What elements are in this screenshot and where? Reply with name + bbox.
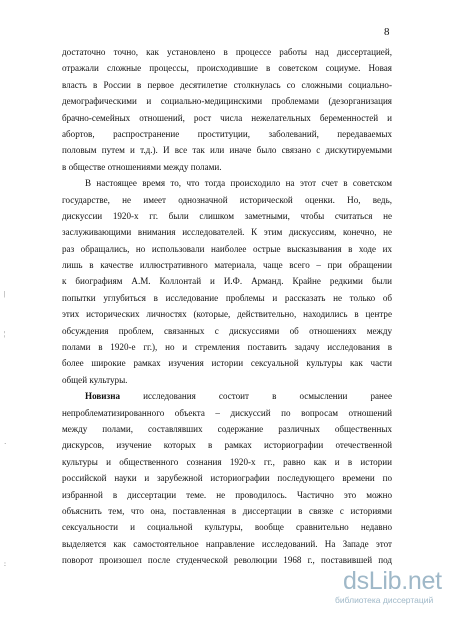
line-text: полами в 1920-е гг.), но и стремления поставить задачу исследования в <box>62 342 392 353</box>
text-line <box>62 77 392 93</box>
text-line <box>62 388 392 404</box>
text-line <box>62 44 392 60</box>
line-text: непроблематизированного объекта – дискуссий по вопросам отношений <box>62 407 392 418</box>
text-line <box>62 290 392 306</box>
line-text: российской науки и зарубежной историографии последующего времени по <box>62 473 392 484</box>
line-text: достаточно точно, как установлено в процессе работы над диссертацией, <box>62 47 392 57</box>
line-text: лишь в качестве иллюстративного материала, чаще всего – при обращении <box>62 260 392 271</box>
text-line <box>62 339 392 355</box>
page-number: 8 <box>384 26 390 38</box>
text-line <box>62 60 392 76</box>
line-text: В настоящее время то, что тогда происходило на этот счет в советском <box>85 178 392 189</box>
text-line <box>62 110 392 126</box>
text-line <box>62 93 392 109</box>
line-text: объяснить тем, что она, поставленная в диссертации в связке с историями <box>62 505 392 516</box>
text-line <box>62 470 392 486</box>
line-text: избранной в диссертации теме. не проводилось. Частично это можно <box>62 489 392 500</box>
line-text: поворот произошел после студенческой революции 1968 г., поставившей под <box>62 555 392 566</box>
line-text: культуры и общественного сознания 1920-х гг., равно как и в истории <box>62 456 392 467</box>
document-body <box>62 44 392 569</box>
line-text: выделяется как самостоятельное направление исследований. На Западе этот <box>62 538 392 549</box>
line-text: попытки углубиться в исследование проблемы и рассказать не только об <box>62 292 392 303</box>
margin-mark: | <box>4 290 6 298</box>
line-text: брачно-семейных отношений, рост числа нежелательных беременностей и <box>62 112 392 123</box>
text-line <box>62 323 392 339</box>
watermark-brand: dsLib.net <box>343 567 442 595</box>
text-line <box>62 421 392 437</box>
text-line <box>62 142 392 158</box>
line-text: этих исторических личностях (которые, действительно, находились в центре <box>62 309 392 320</box>
text-line <box>62 405 392 421</box>
text-line <box>62 372 392 388</box>
line-text: более широкие рамках изучения истории сексуальной культуры как части <box>62 358 392 369</box>
text-line <box>62 355 392 371</box>
margin-mark: ¦ <box>4 330 6 338</box>
text-line <box>62 126 392 142</box>
text-line <box>62 306 392 322</box>
line-text: между полами, составлявших содержание различных общественных <box>62 423 392 434</box>
text-line <box>62 536 392 552</box>
line-text: в обществе отношениями между полами. <box>62 161 222 172</box>
lead-word: Новизна <box>85 391 120 402</box>
line-text: обсуждения проблем, связанных с дискуссиями об отношениях между <box>62 325 392 336</box>
line-text: раз обращались, но использовали наиболее острые высказывания в ходе их <box>62 243 392 254</box>
text-line <box>62 208 392 224</box>
dslib-watermark-logo <box>335 568 445 614</box>
line-text: дискуссии 1920-х гг. были слишком заметными, чтобы считаться не <box>62 210 392 221</box>
line-text: отражали сложные процессы, происходившие в советском социуме. Новая <box>62 63 392 74</box>
margin-mark: : <box>4 560 6 568</box>
line-text: к биографиям А.М. Коллонтай и И.Ф. Арманд. Крайне редкими были <box>62 276 392 287</box>
line-text: демографическими и социально-медицинскими проблемами (дезорганизация <box>62 96 392 107</box>
line-text: заслуживающими внимания исследователей. К этим дискуссиям, конечно, не <box>62 227 392 238</box>
text-line <box>62 519 392 535</box>
line-text: исследования состоит в осмыслении ранее <box>143 391 392 402</box>
text-line <box>62 175 392 191</box>
margin-mark: · <box>4 440 7 448</box>
line-text: абортов, распространение проституции, заболеваний, передаваемых <box>62 128 392 139</box>
line-text: власть в России в первое десятилетие столкнулась со сложными социально- <box>62 79 392 90</box>
line-text: государстве, не имеет однозначной исторической оценки. Но, ведь, <box>62 194 392 205</box>
line-text: общей культуры. <box>62 374 128 385</box>
text-line <box>62 241 392 257</box>
text-line <box>62 437 392 453</box>
line-text: половым путем и т.д.). И все так или иначе было связано с дискутируемыми <box>62 145 392 156</box>
text-line <box>62 192 392 208</box>
text-line <box>62 159 392 175</box>
line-text: дискурсов, изучение которых в рамках историографии отечественной <box>62 440 392 451</box>
line-text: сексуальности и социальной культуры, вообще сравнительно недавно <box>62 522 392 533</box>
text-line <box>62 487 392 503</box>
text-line <box>62 257 392 273</box>
text-line <box>62 454 392 470</box>
text-line <box>62 503 392 519</box>
text-line <box>62 273 392 289</box>
text-line <box>62 224 392 240</box>
watermark-subtitle: библиотека диссертаций <box>335 595 434 605</box>
